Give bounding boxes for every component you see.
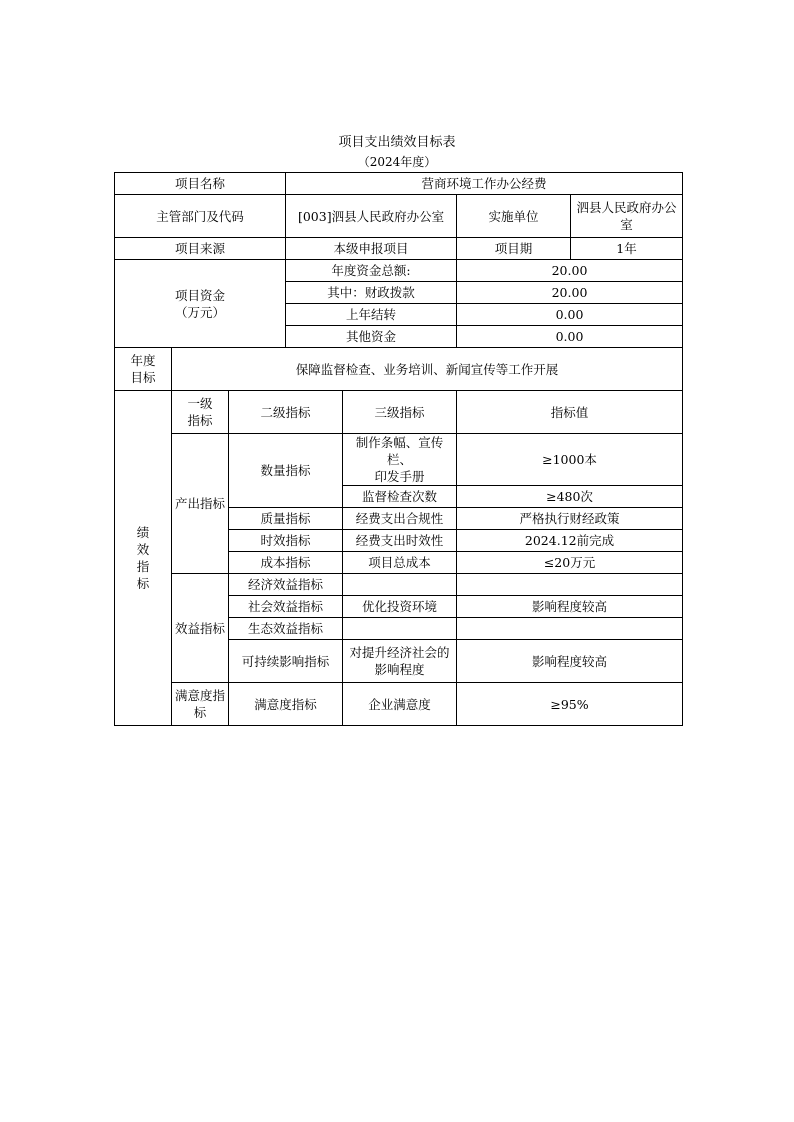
eco-benefit-label: 生态效益指标 — [229, 618, 343, 640]
satisfaction-item: 企业满意度 — [343, 683, 457, 726]
row-funds-total — [115, 260, 683, 282]
output-indicator-label: 产出指标 — [172, 434, 229, 574]
quality-indicator-label: 质量指标 — [229, 508, 343, 530]
satisfaction-level1-line2: 标 — [193, 705, 207, 720]
timeliness-value: 2024.12前完成 — [457, 530, 683, 552]
header-level1-line1: 一级 — [187, 396, 213, 411]
annual-goal-label-cell — [115, 348, 172, 391]
row-source — [115, 238, 683, 260]
row-benefit-economic — [115, 574, 683, 596]
period-value: 1年 — [571, 238, 683, 260]
annual-goal-text: 保障监督检查、业务培训、新闻宣传等工作开展 — [172, 348, 683, 391]
header-level2: 二级指标 — [229, 391, 343, 434]
sustain-impact-item — [343, 640, 457, 683]
funds-unit: （万元） — [175, 304, 226, 320]
annual-total-label: 年度资金总额: — [286, 260, 457, 282]
project-name-value: 营商环境工作办公经费 — [286, 173, 683, 195]
economic-benefit-value — [457, 574, 683, 596]
timeliness-item: 经费支出时效性 — [343, 530, 457, 552]
annual-goal-label-line2: 目标 — [130, 370, 156, 385]
sustain-impact-item-line1: 对提升经济社会的 — [349, 645, 450, 660]
economic-benefit-item — [343, 574, 457, 596]
cost-indicator-label: 成本指标 — [229, 552, 343, 574]
document-year: （2024年度） — [357, 155, 437, 169]
performance-label-char: 效 — [136, 542, 150, 557]
performance-label-char: 绩 — [136, 525, 150, 540]
performance-label-cell — [115, 391, 172, 726]
row-output-quantity-1 — [115, 434, 683, 486]
unit-label: 实施单位 — [457, 195, 571, 238]
project-name-label: 项目名称 — [115, 173, 286, 195]
fiscal-label: 其中：财政拨款 — [286, 282, 457, 304]
quantity-item-1 — [343, 434, 457, 486]
quantity-item-1-line1: 制作条幅、宣传栏、 — [355, 435, 444, 467]
sustain-impact-value: 影响程度较高 — [457, 640, 683, 683]
cost-value: ≤20万元 — [457, 552, 683, 574]
other-funds-label: 其他资金 — [286, 326, 457, 348]
social-benefit-item: 优化投资环境 — [343, 596, 457, 618]
period-label: 项目期 — [457, 238, 571, 260]
dept-value: [003]泗县人民政府办公室 — [286, 195, 457, 238]
header-value: 指标值 — [457, 391, 683, 434]
source-label: 项目来源 — [115, 238, 286, 260]
economic-benefit-label: 经济效益指标 — [229, 574, 343, 596]
other-funds-value: 0.00 — [457, 326, 683, 348]
timeliness-indicator-label: 时效指标 — [229, 530, 343, 552]
quantity-value-1: ≥1000本 — [457, 434, 683, 486]
sustain-impact-item-line2: 影响程度 — [374, 662, 425, 677]
cost-item: 项目总成本 — [343, 552, 457, 574]
satisfaction-level1 — [172, 683, 229, 726]
funds-label-cell — [115, 260, 286, 348]
row-indicator-header — [115, 391, 683, 434]
annual-goal-label-line1: 年度 — [130, 353, 156, 368]
quantity-item-2: 监督检查次数 — [343, 486, 457, 508]
fiscal-value: 20.00 — [457, 282, 683, 304]
header-level3: 三级指标 — [343, 391, 457, 434]
carryover-value: 0.00 — [457, 304, 683, 326]
carryover-label: 上年结转 — [286, 304, 457, 326]
quality-item: 经费支出合规性 — [343, 508, 457, 530]
eco-benefit-value — [457, 618, 683, 640]
social-benefit-label: 社会效益指标 — [229, 596, 343, 618]
row-project-name — [115, 173, 683, 195]
benefit-indicator-label: 效益指标 — [172, 574, 229, 683]
quantity-value-2: ≥480次 — [457, 486, 683, 508]
header-level1-line2: 指标 — [187, 413, 213, 428]
performance-target-table — [114, 172, 683, 726]
satisfaction-value: ≥95% — [457, 683, 683, 726]
satisfaction-level2: 满意度指标 — [229, 683, 343, 726]
document-title: 项目支出绩效目标表 — [338, 135, 456, 150]
row-satisfaction — [115, 683, 683, 726]
eco-benefit-item — [343, 618, 457, 640]
performance-label-char: 指 — [136, 559, 150, 574]
performance-label-char: 标 — [136, 576, 150, 591]
satisfaction-level1-line1: 满意度指 — [175, 688, 226, 703]
annual-total-value: 20.00 — [457, 260, 683, 282]
social-benefit-value: 影响程度较高 — [457, 596, 683, 618]
quality-value: 严格执行财经政策 — [457, 508, 683, 530]
dept-label: 主管部门及代码 — [115, 195, 286, 238]
row-department — [115, 195, 683, 238]
quantity-item-1-line2: 印发手册 — [374, 469, 425, 484]
sustain-impact-label: 可持续影响指标 — [229, 640, 343, 683]
funds-label: 项目资金 — [175, 287, 226, 303]
row-annual-goal — [115, 348, 683, 391]
quantity-indicator-label: 数量指标 — [229, 434, 343, 508]
unit-value: 泗县人民政府办公室 — [571, 195, 683, 238]
header-level1 — [172, 391, 229, 434]
source-value: 本级申报项目 — [286, 238, 457, 260]
